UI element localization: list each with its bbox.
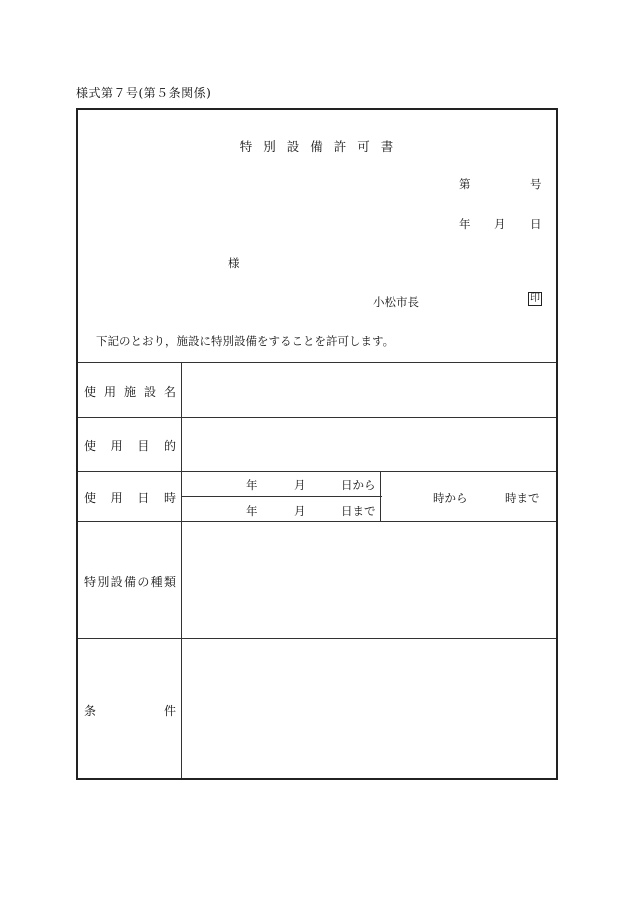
label-facility-name: 使 用 施 設 名 — [84, 385, 176, 399]
document-title: 特別設備許可書 — [239, 139, 405, 154]
to-day: 日まで — [341, 504, 376, 518]
label-purpose: 使 用 目 的 — [84, 439, 176, 453]
seal-mark: 印 — [530, 293, 540, 304]
issue-month: 月 — [494, 217, 506, 231]
date-divider — [181, 496, 382, 497]
time-column-divider — [380, 471, 381, 521]
from-month: 月 — [294, 478, 306, 492]
form-number-label: 様式第７号(第５条関係) — [76, 86, 212, 100]
row-divider — [78, 471, 556, 472]
time-to: 時まで — [505, 491, 540, 505]
to-month: 月 — [294, 504, 306, 518]
from-day: 日から — [341, 478, 376, 492]
label-equipment-type: 特 別 設 備 の 種 類 — [84, 575, 176, 589]
row-divider — [78, 521, 556, 522]
issue-day: 日 — [530, 217, 542, 231]
issuer-name: 小松市長 — [373, 295, 419, 309]
row-divider — [78, 362, 556, 363]
label-conditions: 条 件 — [84, 704, 176, 718]
permit-statement: 下記のとおり，施設に特別設備をすることを許可します。 — [96, 334, 395, 348]
number-prefix: 第 — [459, 177, 471, 191]
permit-form-frame — [76, 108, 558, 780]
row-divider — [78, 638, 556, 639]
issue-year: 年 — [459, 217, 471, 231]
label-column-divider — [181, 362, 182, 778]
number-suffix: 号 — [530, 177, 542, 191]
time-from: 時から — [433, 491, 468, 505]
from-year: 年 — [246, 478, 258, 492]
label-datetime: 使 用 日 時 — [84, 491, 176, 505]
row-divider — [78, 417, 556, 418]
to-year: 年 — [246, 504, 258, 518]
addressee-suffix: 様 — [228, 256, 240, 270]
